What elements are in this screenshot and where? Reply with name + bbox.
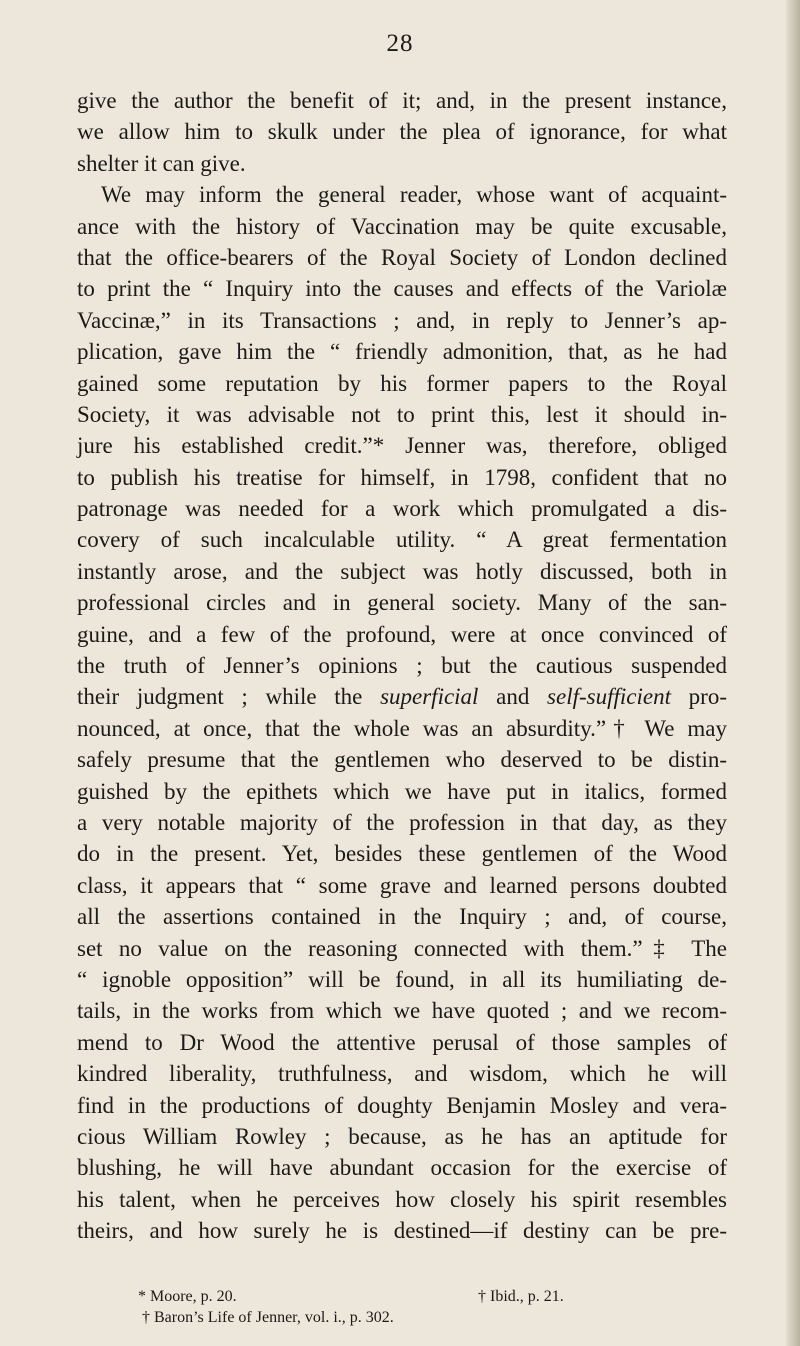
text-line: set no value on the reasoning connected with them.”‡ The [77, 935, 727, 961]
text-line: ance with the history of Vaccination may be quite excusable, [77, 213, 727, 239]
line-segment: and [478, 684, 548, 710]
text-line: Society, it was advisable not to print this, lest it should in- [77, 401, 727, 427]
text-line: find in the productions of doughty Benjamin Mosley and vera- [77, 1092, 727, 1118]
text-line: mend to Dr Wood the attentive perusal of those samples of [77, 1029, 727, 1055]
text-line: professional circles and in general society. Many of the san- [77, 590, 727, 616]
text-line: tails, in the works from which we have quoted ; and we recom- [77, 998, 727, 1024]
footnote-baron: † Baron’s Life of Jenner, vol. i., p. 302. [142, 1309, 394, 1326]
text-line: to publish his treatise for himself, in 1798, confident that no [77, 464, 727, 490]
italic-superficial: superficial [380, 684, 479, 710]
text-line: plication, gave him the “ friendly admonition, that, as he had [77, 339, 727, 365]
line-segment: their judgment ; while the [77, 684, 381, 710]
italic-self-sufficient: self-sufficient [547, 684, 671, 710]
text-line: to print the “ Inquiry into the causes and effects of the Variolæ [77, 276, 727, 302]
text-line: covery of such incalculable utility. “ A great fermentation [77, 527, 727, 553]
text-line: gained some reputation by his former papers to the Royal [77, 370, 727, 396]
text-line-italic-mixed [77, 681, 727, 712]
text-line: we allow him to skulk under the plea of ignorance, for what [77, 119, 727, 145]
text-line: that the office-bearers of the Royal Society of London declined [77, 244, 727, 270]
text-line: theirs, and how surely he is destined—if destiny can be pre- [77, 1218, 727, 1244]
text-line: blushing, he will have abundant occasion for the exercise of [77, 1155, 727, 1181]
text-line: do in the present. Yet, besides these gentlemen of the Wood [77, 841, 727, 867]
text-line: give the author the benefit of it; and, in the present instance, [77, 88, 727, 113]
text-line: patronage was needed for a work which promulgated a dis- [77, 496, 727, 522]
body-text [77, 85, 727, 1246]
line-segment: pro- [670, 684, 727, 710]
text-line: all the assertions contained in the Inquiry ; and, of course, [77, 904, 727, 930]
text-line: class, it appears that “ some grave and learned persons doubted [77, 872, 727, 898]
footnote-ibid: † Ibid., p. 21. [478, 1288, 564, 1305]
footnote-moore: * Moore, p. 20. [138, 1288, 237, 1305]
page-number: 28 [386, 30, 414, 57]
text-line: kindred liberality, truthfulness, and wisdom, which he will [77, 1061, 727, 1087]
text-line: a very notable majority of the profession in that day, as they [77, 809, 727, 835]
text-line: We may inform the general reader, whose want of acquaint- [101, 182, 727, 208]
text-line: jure his established credit.”* Jenner was, therefore, obliged [77, 433, 727, 459]
text-line: shelter it can give. [77, 150, 246, 176]
text-line: guine, and a few of the profound, were at once convinced of [77, 621, 727, 647]
footnote-row [0, 1286, 800, 1307]
text-line: cious William Rowley ; because, as he has an aptitude for [77, 1123, 727, 1149]
text-line: nounced, at once, that the whole was an absurdity.”† We may [77, 715, 727, 741]
text-line: guished by the epithets which we have put in italics, formed [77, 778, 727, 804]
page-edge-shadow [786, 0, 800, 1346]
footnote-row [0, 1307, 800, 1328]
text-line: instantly arose, and the subject was hotly discussed, both in [77, 558, 727, 584]
text-line: the truth of Jenner’s opinions ; but the cautious suspended [77, 653, 727, 679]
footnotes [0, 1286, 800, 1328]
text-line: safely presume that the gentlemen who deserved to be distin- [77, 747, 727, 773]
text-line: Vaccinæ,” in its Transactions ; and, in reply to Jenner’s ap- [77, 307, 727, 333]
text-line: his talent, when he perceives how closely his spirit resembles [77, 1186, 727, 1212]
text-line: “ ignoble opposition” will be found, in all its humiliating de- [77, 966, 727, 992]
